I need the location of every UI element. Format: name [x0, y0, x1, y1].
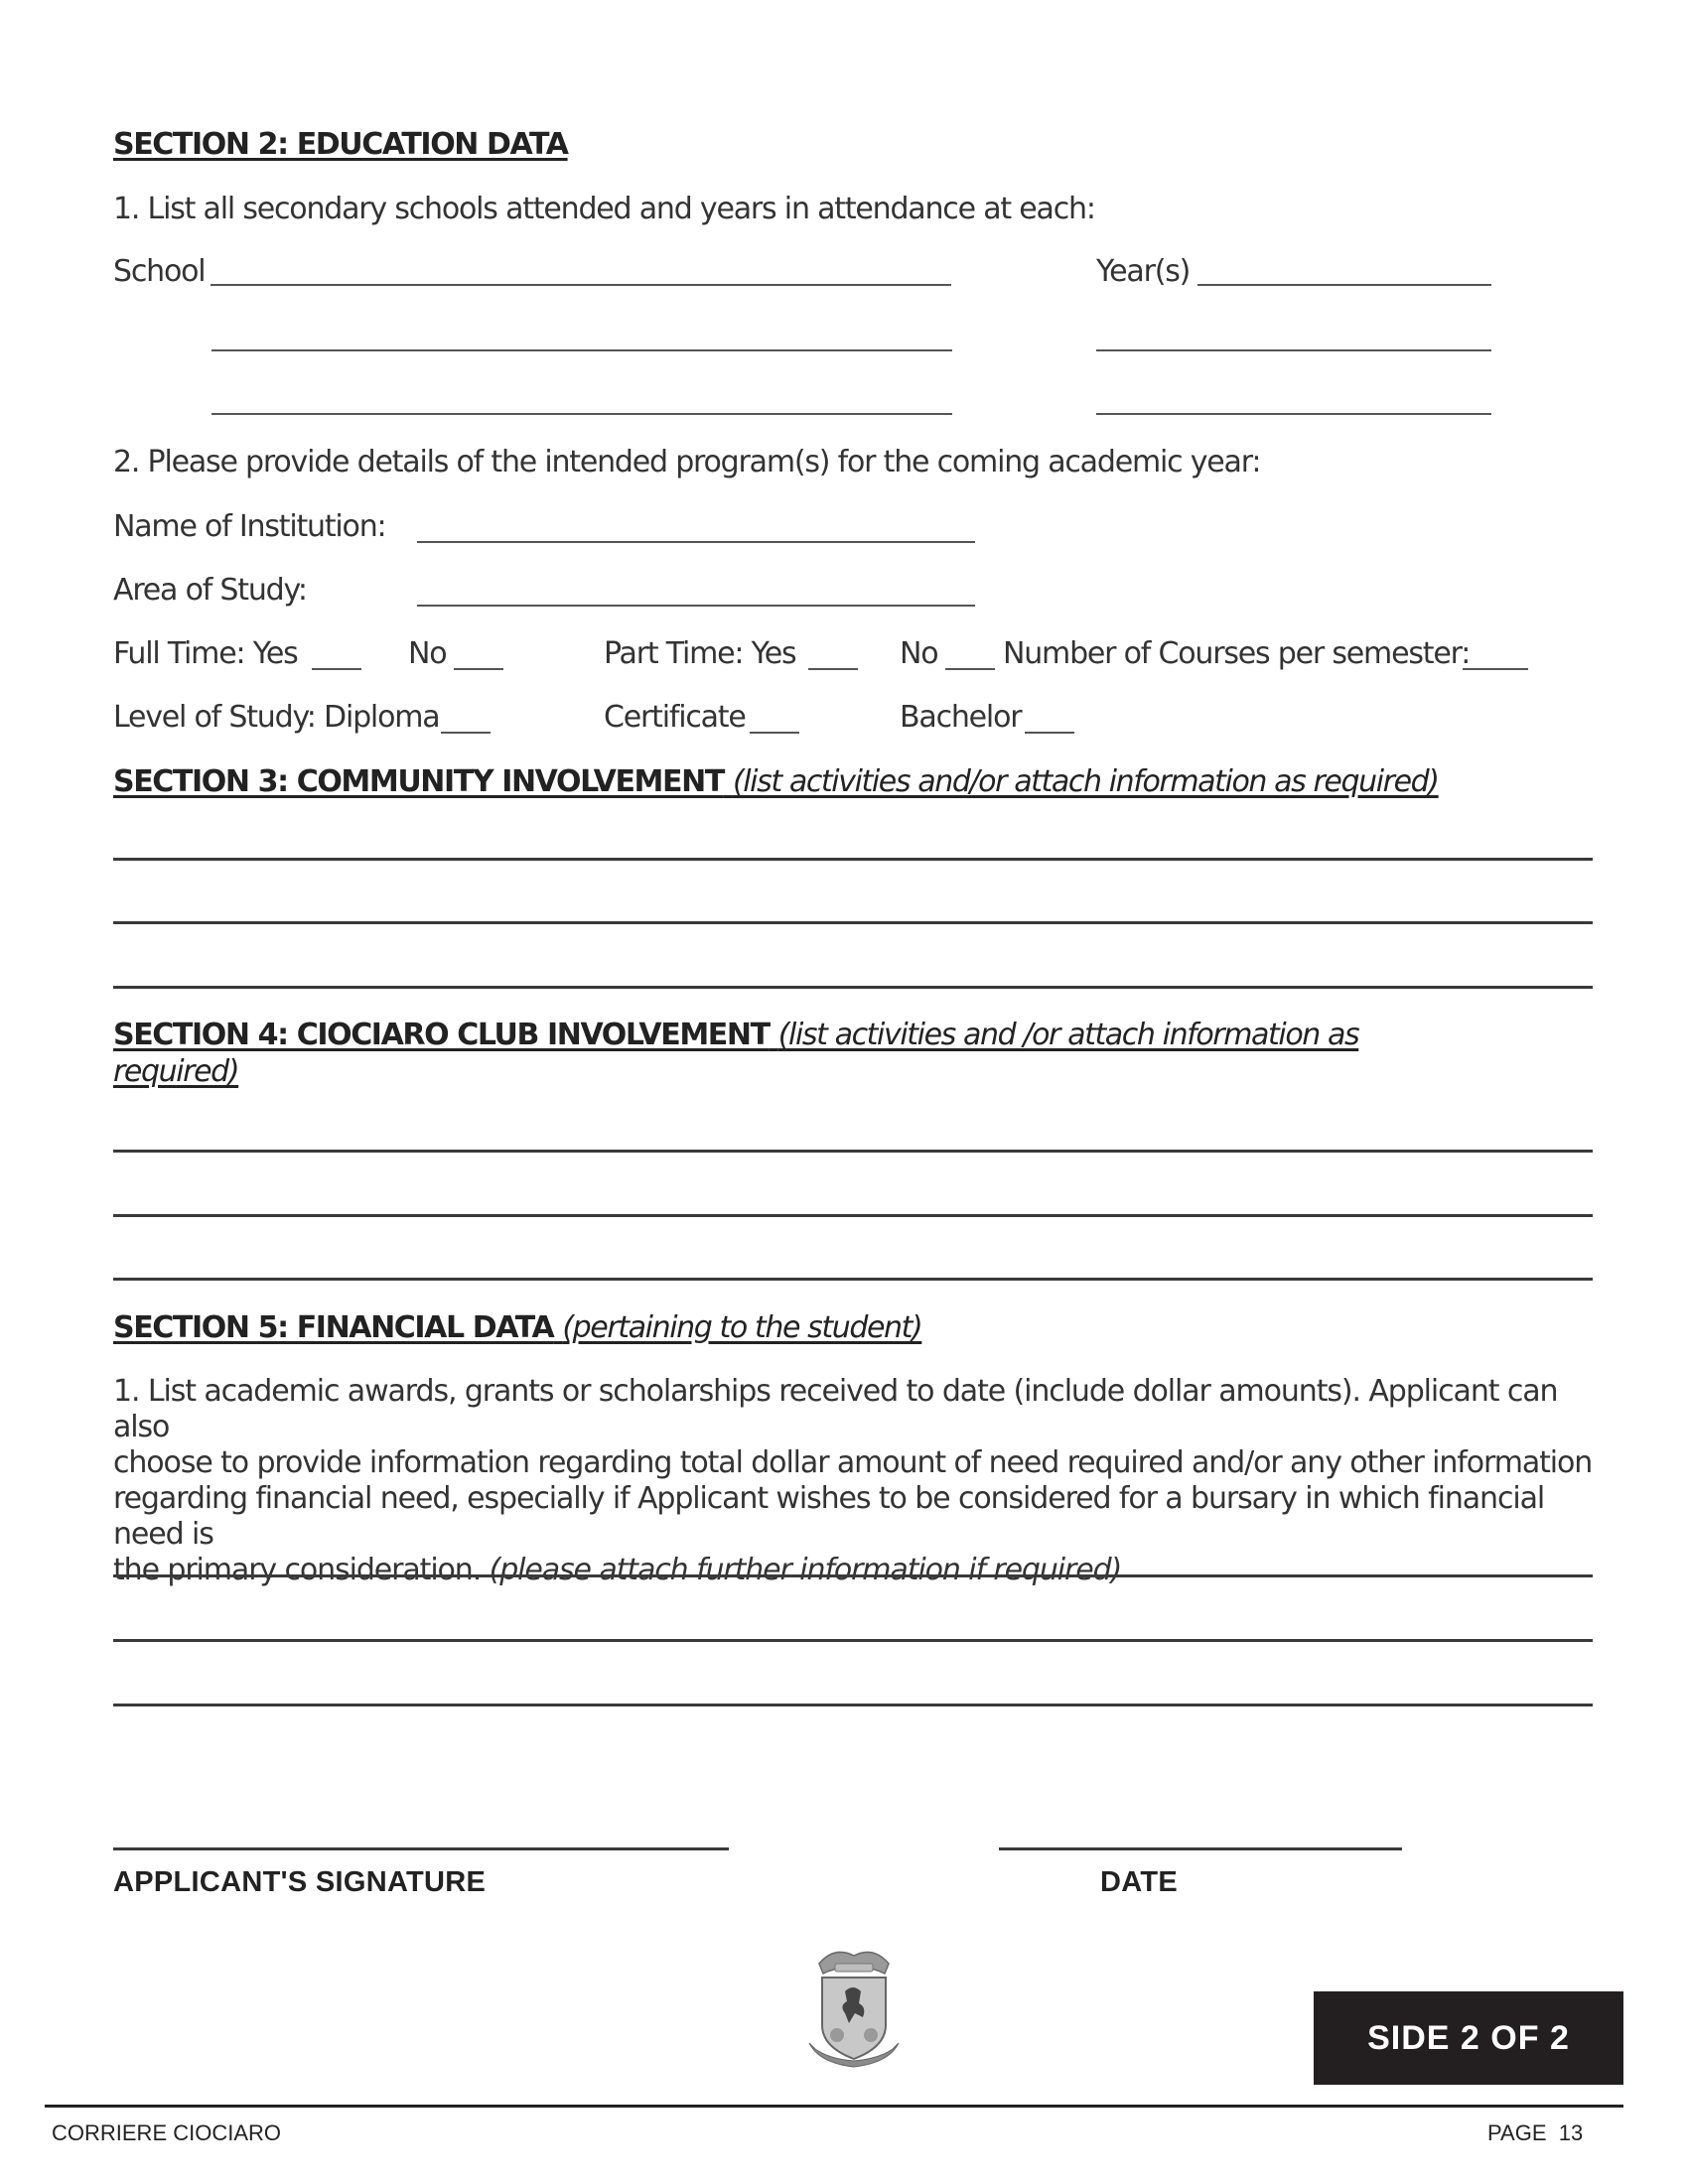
certificate-label: Certificate — [604, 700, 746, 735]
footer-divider — [45, 2105, 1623, 2108]
page-number: PAGE 13 — [1487, 2120, 1584, 2145]
community-line-3[interactable] — [113, 986, 1593, 989]
financial-line-2[interactable] — [113, 1639, 1593, 1642]
financial-line-1[interactable] — [113, 1574, 1593, 1577]
section-5-note: (pertaining to the student) — [562, 1310, 922, 1345]
section-5-heading: SECTION 5: FINANCIAL DATA (pertaining to the student) — [113, 1310, 922, 1345]
level-diploma-label: Level of Study: Diploma — [113, 700, 440, 735]
part-time-yes-field[interactable] — [808, 668, 858, 670]
area-of-study-label: Area of Study: — [113, 573, 307, 608]
signature-field[interactable] — [113, 1847, 729, 1850]
side-2-of-2-badge: SIDE 2 OF 2 — [1314, 1991, 1623, 2085]
financial-instructions: 1. List academic awards, grants or scholarships received to date (include dollar amounts). Applicant can also choose to provide information regarding total dollar amount of need required and/or any other information regarding financial need, especially if Applicant wishes to be considered for a bursary in which financial need is the primary consideration. (please attach further information if required) — [113, 1374, 1593, 1587]
section-4-note: (list activities and /or attach information as — [777, 1018, 1359, 1052]
full-time-yes-label: Full Time: Yes — [113, 636, 298, 671]
institution-label: Name of Institution: — [113, 509, 386, 544]
question-2-text: 2. Please provide details of the intended program(s) for the coming academic year: — [113, 445, 1261, 479]
years-field-2[interactable] — [1096, 349, 1491, 351]
section-3-heading: SECTION 3: COMMUNITY INVOLVEMENT (list activities and/or attach information as required) — [113, 764, 1439, 799]
part-time-no-label: No — [900, 636, 938, 671]
school-field-1[interactable] — [211, 284, 951, 286]
school-field-2[interactable] — [211, 349, 952, 351]
part-time-yes-label: Part Time: Yes — [604, 636, 796, 671]
area-of-study-field[interactable] — [417, 605, 975, 607]
years-label: Year(s) — [1096, 254, 1191, 289]
section-3-note: (list activities and/or attach information as required) — [732, 764, 1439, 799]
section-4-note-cont: required) — [113, 1054, 239, 1089]
attach-info-note: (please attach further information if required) — [489, 1553, 1122, 1587]
years-field-1[interactable] — [1197, 284, 1491, 286]
community-line-1[interactable] — [113, 858, 1593, 861]
full-time-yes-field[interactable] — [312, 668, 361, 670]
community-line-2[interactable] — [113, 921, 1593, 924]
coat-of-arms-crest-icon — [789, 1944, 918, 2073]
years-field-3[interactable] — [1096, 413, 1491, 415]
section-2-heading: SECTION 2: EDUCATION DATA — [113, 127, 568, 162]
section-4-heading: SECTION 4: CIOCIARO CLUB INVOLVEMENT (list activities and /or attach information as — [113, 1018, 1359, 1052]
financial-line-3[interactable] — [113, 1704, 1593, 1706]
courses-per-semester-label: Number of Courses per semester: — [1003, 636, 1471, 671]
diploma-field[interactable] — [441, 732, 491, 734]
date-label: DATE — [1100, 1866, 1178, 1898]
applicant-signature-label: APPLICANT'S SIGNATURE — [113, 1866, 487, 1898]
publication-name: CORRIERE CIOCIARO — [52, 2120, 282, 2145]
full-time-no-label: No — [408, 636, 447, 671]
bachelor-label: Bachelor — [900, 700, 1022, 735]
courses-per-semester-field[interactable] — [1463, 668, 1528, 670]
school-field-3[interactable] — [211, 413, 952, 415]
bachelor-field[interactable] — [1025, 732, 1074, 734]
certificate-field[interactable] — [750, 732, 799, 734]
full-time-no-field[interactable] — [454, 668, 503, 670]
club-line-2[interactable] — [113, 1214, 1593, 1217]
question-1-text: 1. List all secondary schools attended and years in attendance at each: — [113, 192, 1095, 226]
club-line-1[interactable] — [113, 1150, 1593, 1153]
club-line-3[interactable] — [113, 1278, 1593, 1281]
date-field[interactable] — [999, 1847, 1402, 1850]
school-label: School — [113, 254, 206, 289]
institution-field[interactable] — [417, 541, 975, 543]
part-time-no-field[interactable] — [945, 668, 995, 670]
